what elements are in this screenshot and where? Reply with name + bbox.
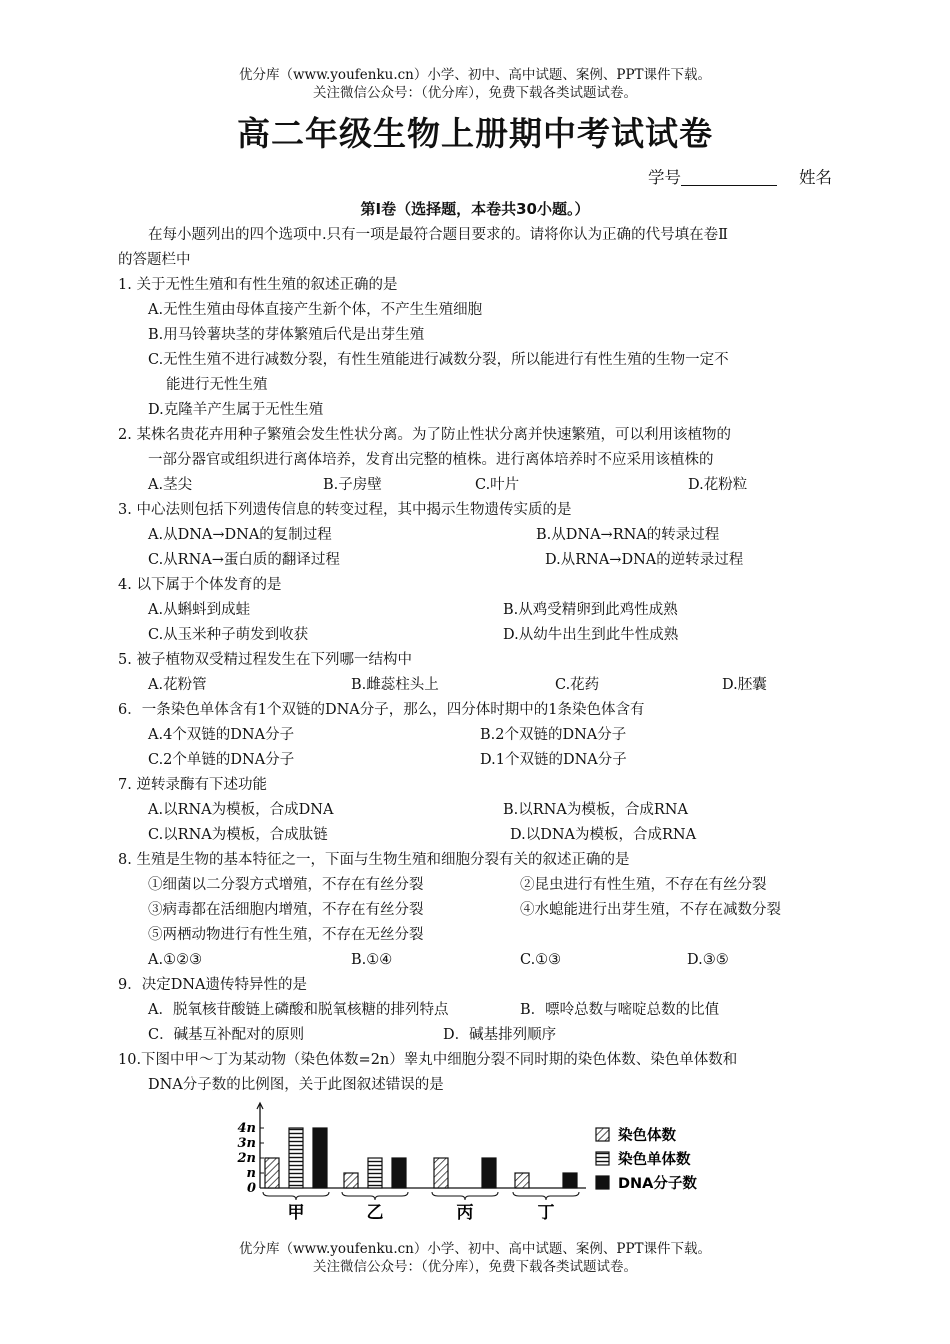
q8-statement-2: ②昆虫进行有性生殖，不存在有丝分裂 — [520, 877, 767, 893]
q7-option-b: B.以RNA为模板，合成RNA — [503, 802, 688, 818]
q6-options-ab — [118, 723, 838, 748]
q2-option-a: A.茎尖 — [148, 477, 193, 493]
y-tick-label: 4n — [237, 1121, 256, 1136]
q5-stem: 5. 被子植物双受精过程发生在下列哪一结构中 — [118, 652, 412, 668]
q7-option-a: A.以RNA为模板，合成DNA — [148, 802, 334, 818]
legend-swatch — [596, 1176, 609, 1189]
bar-0-0 — [265, 1158, 279, 1188]
q6-options-cd — [118, 748, 838, 773]
q8-statement-1: ①细菌以二分裂方式增殖，不存在有丝分裂 — [148, 877, 424, 893]
q9-options-cd — [118, 1023, 838, 1048]
q2-stem: 2. 某株名贵花卉用种子繁殖会发生性状分离。为了防止性状分离并快速繁殖，可以利用该植物的 — [118, 427, 731, 443]
q4-option-c: C.从玉米种子萌发到收获 — [148, 627, 309, 643]
q10-stem: 10.下图中甲～丁为某动物（染色体数=2n）睾丸中细胞分裂不同时期的染色体数、染色单体数和 — [118, 1052, 738, 1068]
q4-option-b: B.从鸡受精卵到此鸡性成熟 — [503, 602, 678, 618]
q9-option-b: B．嘌呤总数与嘧啶总数的比值 — [520, 1002, 720, 1018]
bar-1-2 — [392, 1158, 406, 1188]
q2-option-b: B.子房壁 — [323, 477, 382, 493]
chromosome-ratio-chart — [228, 1100, 728, 1225]
top-banner — [0, 66, 950, 102]
bar-1-0 — [344, 1173, 358, 1188]
legend-label: 染色单体数 — [618, 1152, 691, 1168]
q1-option-b: B.用马铃薯块茎的芽体繁殖后代是出芽生殖 — [148, 327, 425, 343]
q1-option-c-cont: 能进行无性生殖 — [166, 377, 268, 393]
q8-statement-3: ③病毒都在活细胞内增殖，不存在有丝分裂 — [148, 902, 424, 918]
q8-statements-34 — [118, 898, 838, 923]
q7-option-d: D.以DNA为模板，合成RNA — [510, 827, 697, 843]
q4-options-ab — [118, 598, 838, 623]
q10-stem-cont: DNA分子数的比例图，关于此图叙述错误的是 — [148, 1077, 444, 1093]
y-tick-label: 2n — [237, 1151, 256, 1166]
section-subtitle: （选择题，本卷共30小题。） — [396, 200, 590, 218]
chart-bars — [265, 1128, 577, 1188]
category-label: 丙 — [456, 1203, 474, 1223]
banner-line-1: 优分库（www.youfenku.cn）小学、初中、高中试题、案例、PPT课件下载。 — [238, 67, 712, 83]
q8-statement-4: ④水螅能进行出芽生殖，不存在减数分裂 — [520, 902, 781, 918]
q8-option-d: D.③⑤ — [687, 952, 729, 968]
y-tick-label: 0 — [246, 1181, 256, 1196]
bar-0-1 — [289, 1128, 303, 1188]
y-tick-label: n — [246, 1166, 256, 1181]
legend-label: 染色体数 — [618, 1128, 676, 1144]
legend-swatch — [596, 1128, 609, 1141]
q1-option-a: A.无性生殖由母体直接产生新个体，不产生生殖细胞 — [148, 302, 483, 318]
bar-2-2 — [482, 1158, 496, 1188]
q9-options-ab — [118, 998, 838, 1023]
q5-option-d: D.胚囊 — [722, 677, 767, 693]
q8-stem: 8. 生殖是生物的基本特征之一，下面与生物生殖和细胞分裂有关的叙述正确的是 — [118, 852, 630, 868]
q6-option-c: C.2个单链的DNA分子 — [148, 752, 295, 768]
chart-categories — [263, 1192, 579, 1223]
chart-axes — [257, 1103, 586, 1188]
page-title: 高二年级生物上册期中考试试卷 — [237, 114, 713, 153]
instructions-line: 的答题栏中 — [118, 252, 191, 268]
q4-options-cd — [118, 623, 838, 648]
q3-stem: 3. 中心法则包括下列遗传信息的转变过程，其中揭示生物遗传实质的是 — [118, 502, 572, 518]
instructions-line: 在每小题列出的四个选项中.只有一项是最符合题目要求的。请将你认为正确的代号填在卷Ⅱ — [148, 227, 728, 243]
q9-option-a: A．脱氧核苷酸链上磷酸和脱氧核糖的排列特点 — [148, 1002, 449, 1018]
bar-1-1 — [368, 1158, 382, 1188]
q7-options-cd — [118, 823, 838, 848]
category-label: 乙 — [366, 1203, 384, 1223]
q8-option-a: A.①②③ — [148, 952, 203, 968]
q8-statement-5: ⑤两栖动物进行有性生殖，不存在无丝分裂 — [148, 927, 424, 943]
section-label: 第Ⅰ卷 — [360, 200, 397, 218]
bar-0-2 — [313, 1128, 327, 1188]
q5-option-a: A.花粉管 — [148, 677, 207, 693]
q4-stem: 4. 以下属于个体发育的是 — [118, 577, 282, 593]
q3-option-c: C.从RNA→蛋白质的翻译过程 — [148, 552, 340, 568]
legend-label: DNA分子数 — [618, 1176, 697, 1192]
category-label: 丁 — [537, 1203, 555, 1223]
chart-legend — [596, 1126, 697, 1192]
q8-option-b: B.①④ — [351, 952, 393, 968]
q8-statements-12 — [118, 873, 838, 898]
q3-options-cd — [118, 548, 838, 573]
student-number-blank[interactable] — [681, 169, 777, 186]
footer-line-2: 关注微信公众号：（优分库），免费下载各类试题试卷。 — [313, 1259, 637, 1275]
q5-option-c: C.花药 — [555, 677, 600, 693]
q5-option-b: B.雌蕊柱头上 — [351, 677, 439, 693]
student-number-label: 学号 — [648, 168, 681, 187]
q9-option-d: D．碱基排列顺序 — [443, 1027, 557, 1043]
q7-option-c: C.以RNA为模板，合成肽链 — [148, 827, 328, 843]
q7-stem: 7. 逆转录酶有下述功能 — [118, 777, 267, 793]
bar-3-0 — [515, 1173, 529, 1188]
question-content — [118, 223, 838, 1098]
q1-option-d: D.克隆羊产生属于无性生殖 — [148, 402, 324, 418]
q6-option-b: B.2个双链的DNA分子 — [480, 727, 627, 743]
y-tick-label: 3n — [237, 1136, 256, 1151]
bottom-banner — [0, 1240, 950, 1276]
category-label: 甲 — [287, 1203, 305, 1223]
q1-stem: 1. 关于无性生殖和有性生殖的叙述正确的是 — [118, 277, 398, 293]
q7-options-ab — [118, 798, 838, 823]
q2-stem-cont: 一部分器官或组织进行离体培养，发育出完整的植株。进行离体培养时不应采用该植株的 — [148, 452, 714, 468]
category-brace — [432, 1192, 498, 1200]
q6-option-d: D.1个双链的DNA分子 — [480, 752, 627, 768]
category-brace — [513, 1192, 579, 1200]
section-heading — [0, 198, 950, 219]
q2-option-c: C.叶片 — [475, 477, 520, 493]
bar-3-2 — [563, 1173, 577, 1188]
student-name-label: 姓名 — [799, 168, 832, 187]
q5-options — [118, 673, 838, 698]
q8-option-c: C.①③ — [520, 952, 562, 968]
q2-option-d: D.花粉粒 — [688, 477, 748, 493]
footer-line-1: 优分库（www.youfenku.cn）小学、初中、高中试题、案例、PPT课件下载。 — [238, 1241, 712, 1257]
q6-option-a: A.4个双链的DNA分子 — [148, 727, 295, 743]
q4-option-a: A.从蝌蚪到成蛙 — [148, 602, 251, 618]
q3-options-ab — [118, 523, 838, 548]
q2-options — [118, 473, 838, 498]
q3-option-a: A.从DNA→DNA的复制过程 — [148, 527, 332, 543]
banner-line-2: 关注微信公众号：（优分库），免费下载各类试题试卷。 — [313, 85, 637, 101]
bar-2-0 — [434, 1158, 448, 1188]
legend-swatch — [596, 1152, 609, 1165]
q4-option-d: D.从幼牛出生到此牛性成熟 — [503, 627, 679, 643]
category-brace — [263, 1192, 329, 1200]
q9-option-c: C．碱基互补配对的原则 — [148, 1027, 305, 1043]
q8-options — [118, 948, 838, 973]
q6-stem: 6．一条染色单体含有1个双链的DNA分子，那么，四分体时期中的1条染色体含有 — [118, 702, 645, 718]
q1-option-c: C.无性生殖不进行减数分裂，有性生殖能进行减数分裂，所以能进行有性生殖的生物一定不 — [148, 352, 729, 368]
student-id-line — [648, 164, 832, 188]
category-brace — [342, 1192, 408, 1200]
q3-option-d: D.从RNA→DNA的逆转录过程 — [545, 552, 744, 568]
q9-stem: 9．决定DNA遗传特异性的是 — [118, 977, 308, 993]
q3-option-b: B.从DNA→RNA的转录过程 — [536, 527, 720, 543]
